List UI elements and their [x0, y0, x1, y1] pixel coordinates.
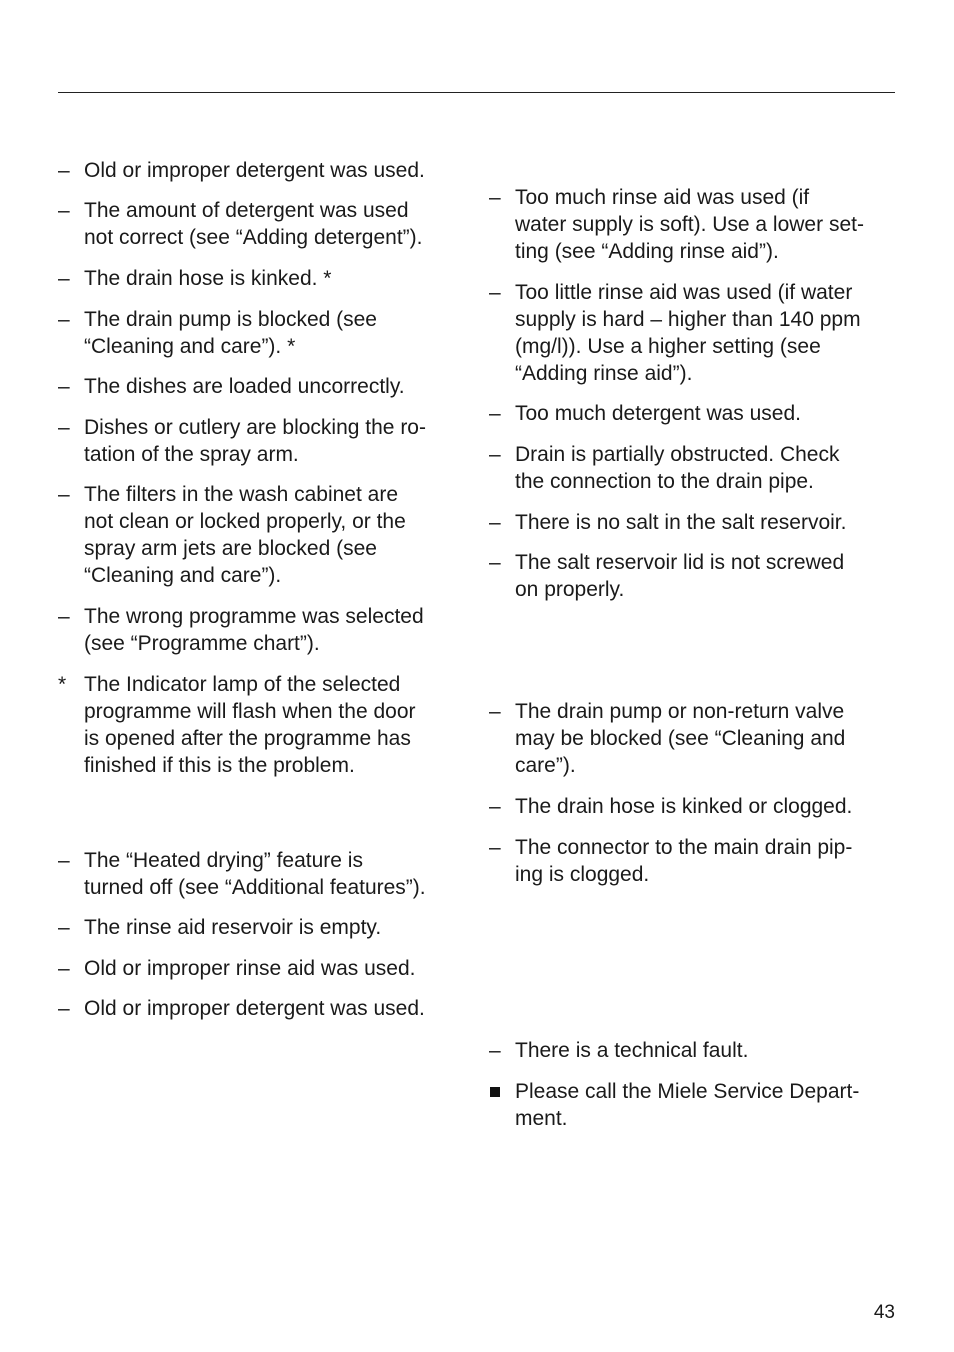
item-text: The filters in the wash cabinet are not clean or locked properly, or the spray arm jets are blocked (see “Cleaning and care”).	[84, 483, 406, 587]
list-item	[58, 414, 438, 468]
dash-bullet	[58, 265, 78, 292]
dash-bullet	[58, 847, 78, 874]
dash-bullet	[58, 955, 78, 982]
dash-bullet	[58, 995, 78, 1022]
dash-bullet	[58, 197, 78, 224]
list-item	[58, 914, 438, 941]
footnote	[58, 671, 438, 779]
item-text: The “Heated drying” feature is turned off (see “Additional features”).	[84, 849, 426, 899]
list-item	[58, 603, 438, 657]
list-item	[58, 265, 438, 292]
header-rule	[58, 92, 895, 93]
list-item	[58, 157, 438, 184]
dash-bullet	[489, 834, 509, 861]
item-text: Old or improper detergent was used.	[84, 997, 425, 1020]
action-item	[489, 1078, 869, 1132]
item-text: Too much rinse aid was used (if water supply is soft). Use a lower set- ting (see “Adding rinse aid”).	[515, 186, 864, 263]
list-item	[489, 698, 869, 779]
item-text: Too much detergent was used.	[515, 402, 802, 425]
list-item	[58, 373, 438, 400]
item-text: The amount of detergent was used not correct (see “Adding detergent”).	[84, 199, 423, 249]
list-item	[489, 184, 869, 265]
list-item	[489, 1037, 869, 1064]
item-text: Drain is partially obstructed. Check the connection to the drain pipe.	[515, 443, 840, 493]
list-item	[58, 306, 438, 360]
dash-bullet	[58, 603, 78, 630]
item-text: The drain pump is blocked (see “Cleaning and care”). *	[84, 308, 377, 358]
dash-bullet	[489, 698, 509, 725]
item-text: The wrong programme was selected (see “Programme chart”).	[84, 605, 424, 655]
dash-bullet	[489, 441, 509, 468]
list-item	[58, 197, 438, 251]
dash-bullet	[489, 549, 509, 576]
list-item	[489, 549, 869, 603]
dash-bullet	[489, 1037, 509, 1064]
item-text: There is a technical fault.	[515, 1039, 749, 1062]
item-text: The connector to the main drain pip- ing is clogged.	[515, 836, 853, 886]
dash-bullet	[489, 184, 509, 211]
dash-bullet	[489, 509, 509, 536]
dash-bullet	[58, 157, 78, 184]
item-text: Old or improper rinse aid was used.	[84, 957, 416, 980]
item-text: The drain hose is kinked. *	[84, 267, 332, 290]
list-item	[489, 793, 869, 820]
list-item	[489, 441, 869, 495]
dash-bullet	[489, 279, 509, 306]
list-item	[58, 847, 438, 901]
item-text: The rinse aid reservoir is empty.	[84, 916, 382, 939]
dash-bullet	[489, 400, 509, 427]
list-item	[58, 995, 438, 1022]
page-number: 43	[873, 1302, 895, 1323]
item-text: Too little rinse aid was used (if water supply is hard – higher than 140 ppm (mg/l)). Use a higher setting (see “Adding rinse aid”).	[515, 281, 861, 385]
dash-bullet	[58, 373, 78, 400]
asterisk-marker	[58, 671, 78, 698]
list-item	[489, 400, 869, 427]
item-text: The salt reservoir lid is not screwed on properly.	[515, 551, 845, 601]
list-item	[489, 279, 869, 387]
item-text: Old or improper detergent was used.	[84, 159, 425, 182]
dash-bullet	[58, 481, 78, 508]
item-text: The drain hose is kinked or clogged.	[515, 795, 853, 818]
list-item	[58, 955, 438, 982]
item-text: Dishes or cutlery are blocking the ro- tation of the spray arm.	[84, 416, 426, 466]
item-text: The drain pump or non-return valve may be blocked (see “Cleaning and care”).	[515, 700, 846, 777]
dash-bullet	[489, 793, 509, 820]
action-text: Please call the Miele Service Depart- ment.	[515, 1080, 860, 1130]
list-item	[58, 481, 438, 589]
item-text: The dishes are loaded uncorrectly.	[84, 375, 405, 398]
dash-bullet	[58, 414, 78, 441]
item-text: There is no salt in the salt reservoir.	[515, 511, 847, 534]
dash-bullet	[58, 306, 78, 333]
dash-bullet	[58, 914, 78, 941]
footnote-text: The Indicator lamp of the selected programme will flash when the door is opened after the programme has finished if this is the problem.	[84, 673, 416, 777]
list-item	[489, 509, 869, 536]
list-item	[489, 834, 869, 888]
